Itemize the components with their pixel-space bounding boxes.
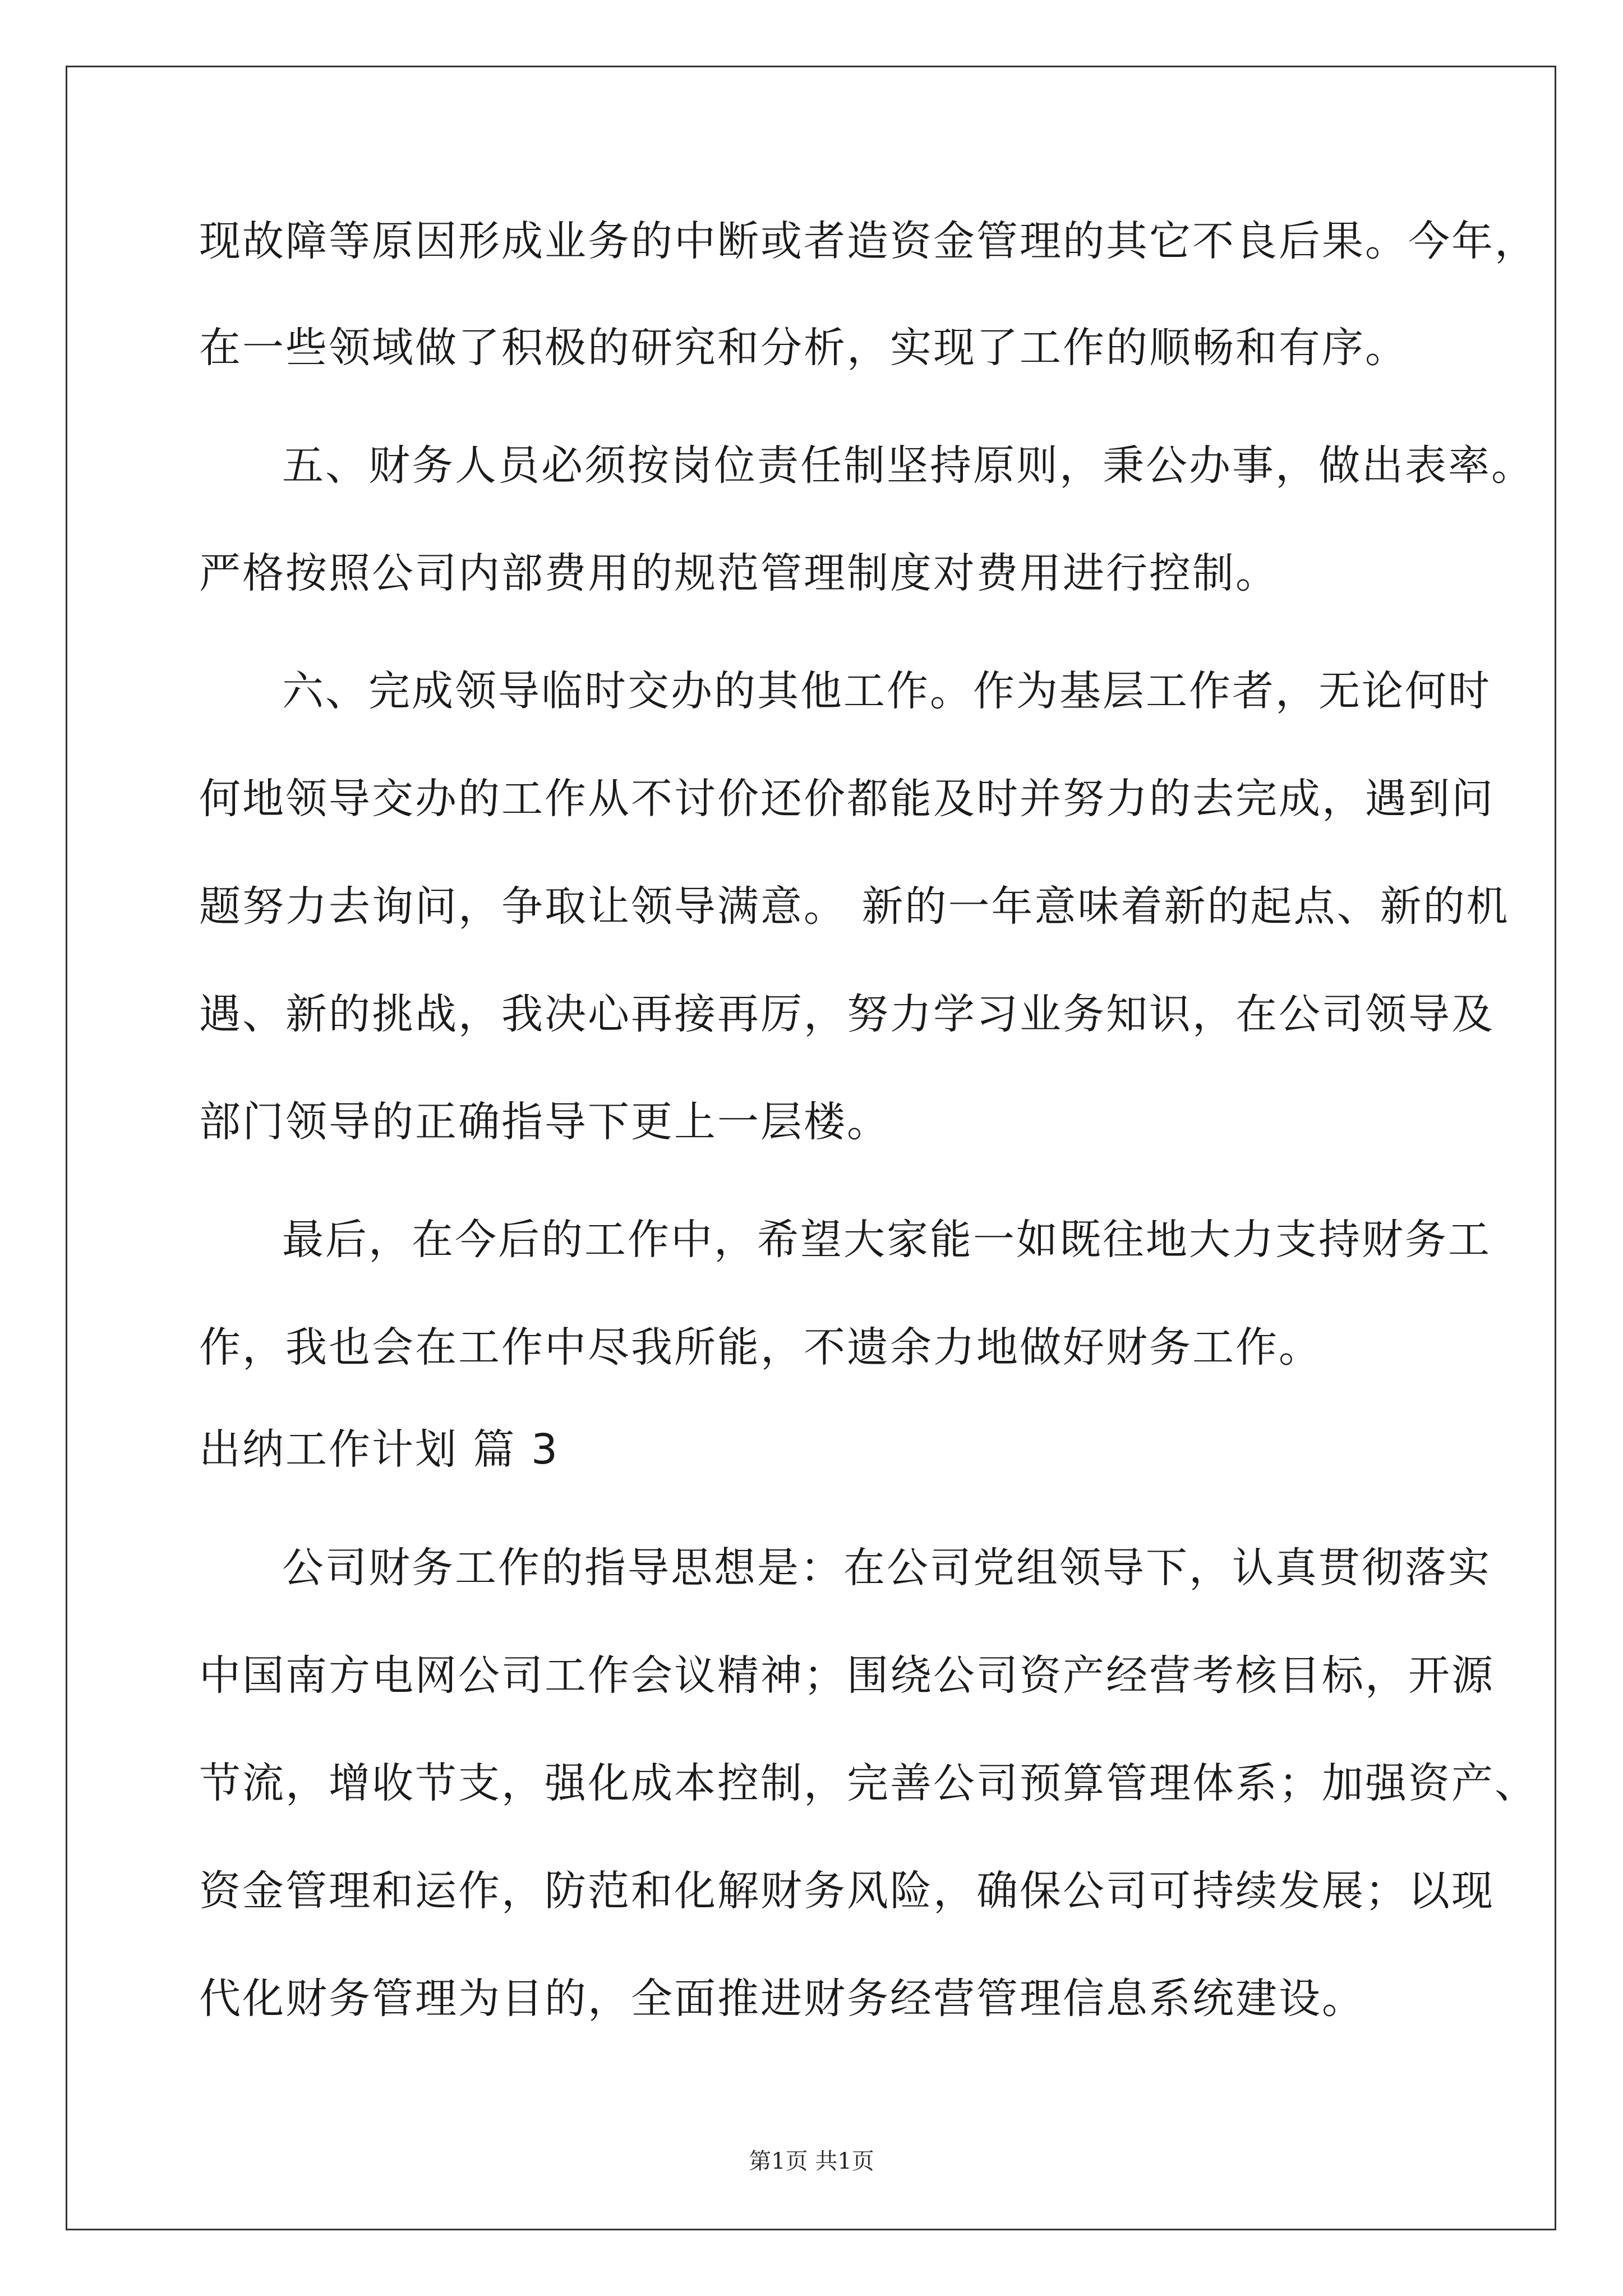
text-line: 题努力去询问，争取让领导满意。 新的一年意味着新的起点、新的机 (199, 882, 1510, 931)
text-line: 五、财务人员必须按岗位责任制坚持原则，秉公办事，做出表率。 (282, 441, 1534, 490)
text-line: 在一些领域做了积极的研究和分析，实现了工作的顺畅和有序。 (199, 324, 1408, 372)
text-line: 部门领导的正确指导下更上一层楼。 (199, 1098, 890, 1146)
text-line: 资金管理和运作，防范和化解财务风险，确保公司可持续发展；以现 (199, 1867, 1495, 1915)
text-line: 最后，在今后的工作中，希望大家能一如既往地大力支持财务工 (282, 1216, 1491, 1264)
text-line: 现故障等原因形成业务的中断或者造资金管理的其它不良后果。今年， (199, 217, 1538, 265)
text-line: 代化财务管理为目的，全面推进财务经营管理信息系统建设。 (199, 1975, 1365, 2023)
text-line: 何地领导交办的工作从不讨价还价都能及时并努力的去完成，遇到问 (199, 775, 1495, 823)
page-number-footer: 第1页 共1页 (749, 2148, 874, 2174)
text-line: 六、完成领导临时交办的其他工作。作为基层工作者，无论何时 (282, 667, 1491, 715)
text-line: 节流，增收节支，强化成本控制，完善公司预算管理体系；加强资产、 (199, 1759, 1538, 1807)
text-line: 严格按照公司内部费用的规范管理制度对费用进行控制。 (199, 549, 1279, 597)
text-line: 中国南方电网公司工作会议精神；围绕公司资产经营考核目标，开源 (199, 1651, 1495, 1700)
text-line: 遇、新的挑战，我决心再接再厉，努力学习业务知识，在公司领导及 (199, 990, 1495, 1038)
section-heading: 出纳工作计划 篇 3 (199, 1425, 560, 1474)
text-line: 公司财务工作的指导思想是：在公司党组领导下，认真贯彻落实 (282, 1544, 1491, 1592)
text-line: 作，我也会在工作中尽我所能，不遗余力地做好财务工作。 (199, 1323, 1322, 1372)
